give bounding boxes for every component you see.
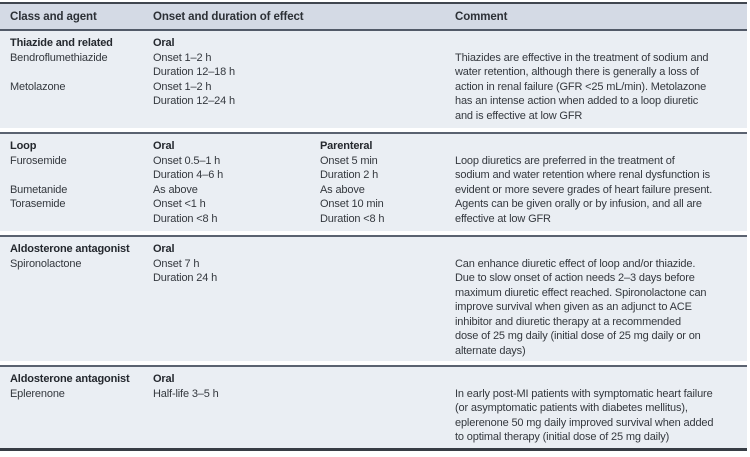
- parenteral-cell: Duration <8 h: [320, 212, 385, 225]
- oral-cell: Duration 24 h: [153, 272, 218, 284]
- header-class-and-agent: Class and agent: [10, 10, 97, 23]
- table-row: [0, 80, 455, 95]
- comment-line: Loop diuretics are preferred in the treatment of: [455, 154, 675, 167]
- agent-cell: Metolazone: [10, 80, 66, 93]
- header-onset-duration: Onset and duration of effect: [153, 10, 304, 23]
- table-row: [0, 242, 455, 257]
- comment-cell: [455, 154, 747, 227]
- parenteral-cell: [320, 372, 455, 387]
- oral-cell: Oral: [153, 243, 175, 255]
- table-row: [0, 387, 455, 402]
- agent-cell: Bumetanide: [10, 183, 68, 196]
- agent-cell: [0, 212, 153, 227]
- agent-cell: Bendroflumethiazide: [10, 51, 108, 64]
- comment-cell: [455, 51, 747, 124]
- parenteral-cell: Parenteral: [320, 140, 373, 152]
- parenteral-cell: [320, 80, 455, 95]
- agent-cell: Thiazide and related: [10, 37, 113, 49]
- oral-cell: Duration <8 h: [153, 212, 218, 225]
- parenteral-cell: [320, 242, 455, 257]
- parenteral-cell: [320, 257, 455, 272]
- comment-cell: [455, 257, 747, 359]
- agent-cell: Aldosterone antagonist: [10, 373, 130, 385]
- oral-cell: Duration 12–18 h: [153, 66, 235, 78]
- section-spironolactone: [0, 237, 747, 361]
- agent-cell: [0, 94, 153, 109]
- header-comment: Comment: [455, 10, 508, 23]
- table-row: [0, 183, 455, 198]
- section-spironolactone-rows: [0, 242, 455, 358]
- comment-line: evident or more severe grades of heart failure present.: [455, 183, 713, 196]
- parenteral-cell: [320, 51, 455, 66]
- comment-line: effective at low GFR: [455, 212, 551, 225]
- table-row: [0, 168, 455, 183]
- section-eplerenone-rows: [0, 372, 455, 445]
- table-row: [0, 65, 455, 80]
- comment-cell: [455, 387, 747, 445]
- table-row: [0, 197, 455, 212]
- comment-line: water retention, although there is generally a loss of: [455, 66, 699, 78]
- oral-cell: Duration 4–6 h: [153, 169, 224, 181]
- parenteral-cell: [320, 65, 455, 80]
- table-row: [0, 139, 455, 154]
- agent-cell: Loop: [10, 140, 37, 152]
- oral-cell: Onset <1 h: [153, 198, 206, 210]
- table-row: [0, 212, 455, 227]
- comment-line: eplerenone 50 mg daily improved survival when added: [455, 416, 714, 429]
- section-thiazide: [0, 31, 747, 128]
- oral-cell: Onset 7 h: [153, 257, 200, 270]
- agent-cell: Aldosterone antagonist: [10, 243, 130, 255]
- agent-cell: Spironolactone: [10, 257, 82, 270]
- oral-cell: Onset 1–2 h: [153, 51, 212, 64]
- table-row: [0, 51, 455, 66]
- comment-line: dose of 25 mg daily (initial dose of 25 mg daily or on: [455, 330, 701, 342]
- parenteral-cell: Duration 2 h: [320, 169, 379, 181]
- agent-cell: [0, 168, 153, 183]
- comment-line: improve survival when given as an adjunct to ACE: [455, 301, 692, 313]
- comment-line: has an intense action when added to a loop diuretic: [455, 95, 699, 107]
- comment-line: and is effective at low GFR: [455, 109, 583, 122]
- agent-cell: [0, 271, 153, 286]
- parenteral-cell: [320, 387, 455, 402]
- diuretics-table: [0, 2, 747, 451]
- oral-cell: Oral: [153, 373, 175, 385]
- comment-line: Due to slow onset of action needs 2–3 days before: [455, 272, 695, 284]
- table-row: [0, 271, 455, 286]
- oral-cell: Onset 1–2 h: [153, 80, 212, 93]
- comment-line: Agents can be given orally or by infusion, and all are: [455, 198, 702, 210]
- agent-cell: Torasemide: [10, 198, 66, 210]
- section-loop: [0, 134, 747, 231]
- section-loop-rows: [0, 139, 455, 226]
- oral-cell: Duration 12–24 h: [153, 95, 235, 107]
- table-row: [0, 36, 455, 51]
- oral-cell: Half-life 3–5 h: [153, 387, 219, 400]
- section-thiazide-rows: [0, 36, 455, 123]
- comment-line: Thiazides are effective in the treatment of sodium and: [455, 51, 709, 64]
- table-row: [0, 94, 455, 109]
- comment-line: action in renal failure (GFR <25 mL/min). Metolazone: [455, 80, 707, 93]
- agent-cell: Eplerenone: [10, 387, 65, 400]
- section-eplerenone: [0, 367, 747, 448]
- comment-line: maximum diuretic effect reached. Spironolactone can: [455, 286, 707, 299]
- parenteral-cell: [320, 36, 455, 51]
- oral-cell: Oral: [153, 140, 175, 152]
- comment-line: In early post-MI patients with symptomatic heart failure: [455, 387, 713, 400]
- parenteral-cell: Onset 5 min: [320, 154, 378, 167]
- comment-line: Can enhance diuretic effect of loop and/or thiazide.: [455, 257, 696, 270]
- agent-cell: Furosemide: [10, 154, 67, 167]
- parenteral-cell: Onset 10 min: [320, 198, 384, 210]
- table-row: [0, 372, 455, 387]
- comment-line: sodium and water retention where renal dysfunction is: [455, 169, 710, 181]
- parenteral-cell: [320, 271, 455, 286]
- table-header-row: [0, 4, 747, 29]
- oral-cell: As above: [153, 183, 198, 196]
- table-row: [0, 154, 455, 169]
- parenteral-cell: As above: [320, 183, 365, 196]
- comment-line: alternate days): [455, 344, 526, 357]
- oral-cell: Oral: [153, 37, 175, 49]
- table-bottom-rule: [0, 448, 747, 451]
- comment-line: (or asymptomatic patients with diabetes mellitus),: [455, 402, 688, 414]
- comment-line: inhibitor and diuretic therapy at a recommended: [455, 315, 681, 328]
- oral-cell: Onset 0.5–1 h: [153, 154, 221, 167]
- table-row: [0, 257, 455, 272]
- agent-cell: [0, 65, 153, 80]
- parenteral-cell: [320, 94, 455, 109]
- comment-line: to optimal therapy (initial dose of 25 mg daily): [455, 431, 670, 443]
